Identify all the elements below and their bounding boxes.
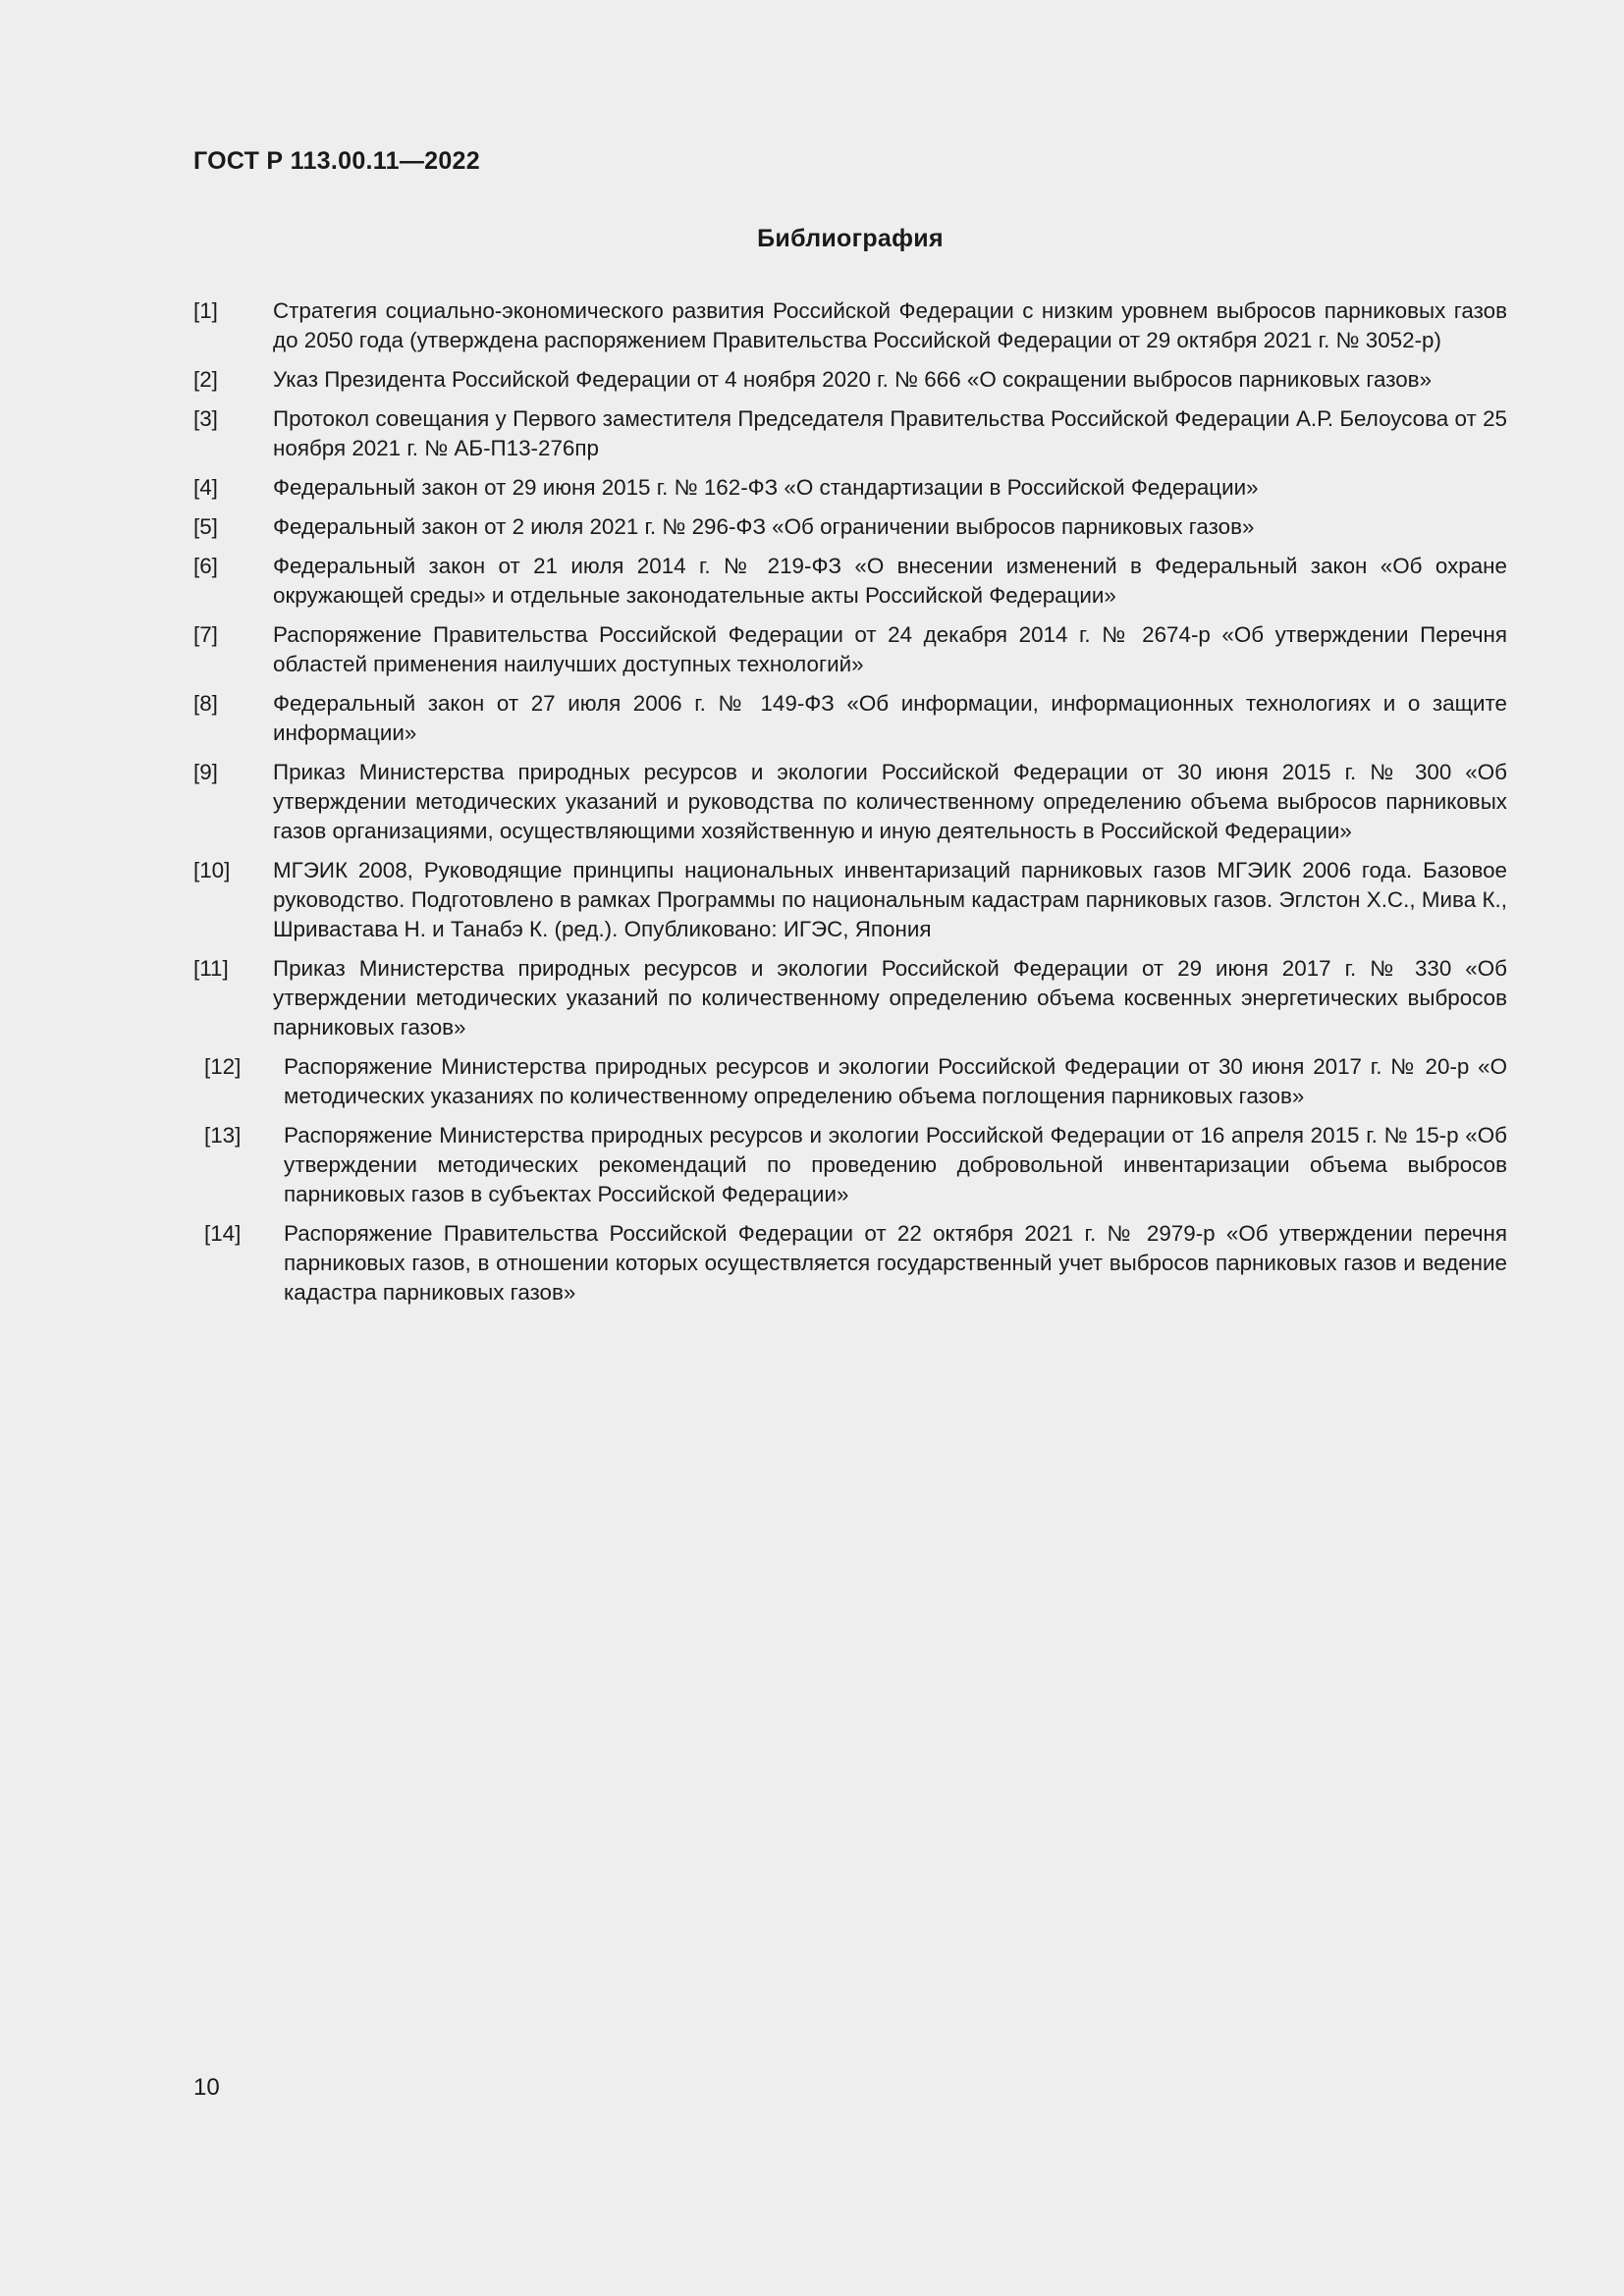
reference-number: [11]	[193, 956, 229, 981]
reference-item	[193, 620, 1507, 679]
reference-number: [9]	[193, 760, 218, 784]
reference-item	[193, 512, 1507, 542]
reference-item	[193, 856, 1507, 944]
reference-text: Распоряжение Министерства природных ресурсов и экологии Российской Федерации от 30 июня 2017 г. № 20-р «О методических указаниях по количественному определению объема поглощения парниковых газов»	[284, 1054, 1507, 1108]
reference-text: Распоряжение Министерства природных ресурсов и экологии Российской Федерации от 16 апреля 2015 г. № 15-р «Об утверждении методических рекомендаций по проведению добровольной инвентаризации объема выбросов парниковых газов в субъектах Российской Федерации»	[284, 1123, 1507, 1206]
reference-number: [10]	[193, 858, 231, 882]
reference-number: [7]	[193, 622, 218, 647]
reference-text: Стратегия социально-экономического развития Российской Федерации с низким уровнем выбросов парниковых газов до 2050 года (утверждена распоряжением Правительства Российской Федерации от 29 октября 2021 г. № 3052-р)	[273, 298, 1507, 352]
reference-number: [14]	[204, 1221, 242, 1246]
reference-text: Федеральный закон от 21 июля 2014 г. № 219-ФЗ «О внесении изменений в Федеральный закон «Об охране окружающей среды» и отдельные законодательные акты Российской Федерации»	[273, 554, 1507, 608]
reference-text: Протокол совещания у Первого заместителя Председателя Правительства Российской Федерации А.Р. Белоусова от 25 ноября 2021 г. № АБ-П13-276пр	[273, 406, 1507, 460]
reference-number: [2]	[193, 367, 218, 392]
reference-number: [4]	[193, 475, 218, 500]
reference-number: [1]	[193, 298, 218, 323]
reference-text: МГЭИК 2008, Руководящие принципы национальных инвентаризаций парниковых газов МГЭИК 2006 года. Базовое руководство. Подготовлено в рамках Программы по национальным кадастрам парниковых газов. Эглстон Х.С., Мива К., Шривастава Н. и Танабэ К. (ред.). Опубликовано: ИГЭС, Япония	[273, 858, 1507, 941]
reference-number: [6]	[193, 554, 218, 578]
reference-text: Распоряжение Правительства Российской Федерации от 22 октября 2021 г. № 2979-р «Об утверждении перечня парниковых газов, в отношении которых осуществляется государственный учет выбросов парниковых газов и ведение кадастра парниковых газов»	[284, 1221, 1507, 1305]
reference-item	[193, 1219, 1507, 1308]
reference-item	[193, 758, 1507, 846]
reference-item	[193, 404, 1507, 463]
reference-text: Федеральный закон от 27 июля 2006 г. № 149-ФЗ «Об информации, информационных технологиях и о защите информации»	[273, 691, 1507, 745]
document-code: ГОСТ Р 113.00.11—2022	[193, 147, 480, 175]
reference-item	[193, 954, 1507, 1042]
reference-item	[193, 473, 1507, 503]
reference-number: [12]	[204, 1054, 242, 1079]
reference-item	[193, 365, 1507, 395]
reference-number: [5]	[193, 514, 218, 539]
reference-item	[193, 552, 1507, 611]
reference-text: Распоряжение Правительства Российской Федерации от 24 декабря 2014 г. № 2674-р «Об утверждении Перечня областей применения наилучших доступных технологий»	[273, 622, 1507, 676]
reference-text: Указ Президента Российской Федерации от 4 ноября 2020 г. № 666 «О сокращении выбросов парниковых газов»	[273, 367, 1433, 392]
reference-item	[193, 296, 1507, 355]
reference-number: [3]	[193, 406, 218, 431]
reference-item	[193, 1052, 1507, 1111]
reference-number: [8]	[193, 691, 218, 716]
page-number: 10	[193, 2074, 220, 2101]
section-title: Библиография	[757, 225, 944, 252]
reference-text: Федеральный закон от 2 июля 2021 г. № 296-ФЗ «Об ограничении выбросов парниковых газов»	[273, 514, 1255, 539]
reference-number: [13]	[204, 1123, 242, 1148]
reference-text: Федеральный закон от 29 июня 2015 г. № 162-ФЗ «О стандартизации в Российской Федерации»	[273, 475, 1259, 500]
reference-item	[193, 1121, 1507, 1209]
reference-text: Приказ Министерства природных ресурсов и экологии Российской Федерации от 29 июня 2017 г. № 330 «Об утверждении методических указаний по количественному определению объема косвенных энергетических выбросов парниковых газов»	[273, 956, 1507, 1040]
reference-text: Приказ Министерства природных ресурсов и экологии Российской Федерации от 30 июня 2015 г. № 300 «Об утверждении методических указаний и руководства по количественному определению объема выбросов парниковых газов организациями, осуществляющими хозяйственную и иную деятельность в Российской Федерации»	[273, 760, 1507, 843]
bibliography-list	[193, 296, 1507, 1317]
reference-item	[193, 689, 1507, 748]
